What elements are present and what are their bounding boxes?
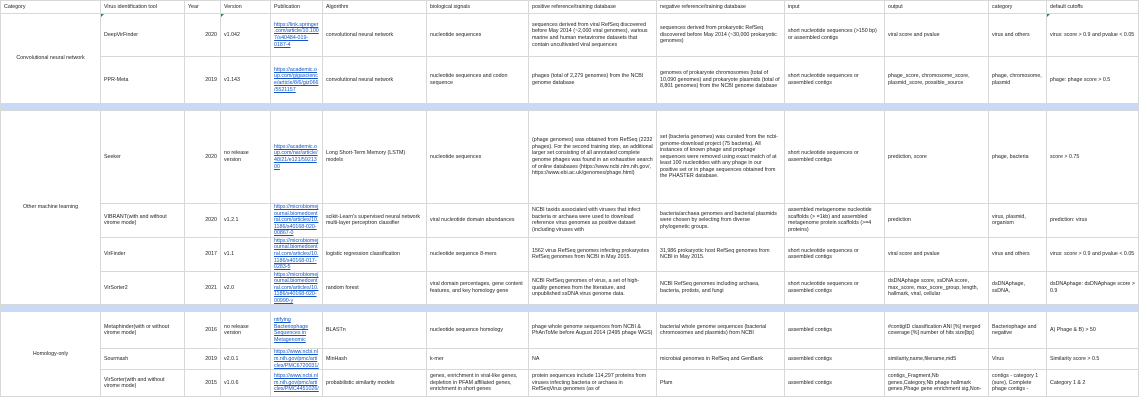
output-cell[interactable]: viral score and pvalue	[885, 237, 989, 271]
output-cell[interactable]: contigs_Fragment,Nb genes,Category,Nb phage hallmark genes,Phage gene enrichment sig,Non-	[885, 370, 989, 397]
group-cell[interactable]: Convolutional neural network	[1, 14, 101, 104]
table-row	[1, 111, 1139, 204]
algorithm-cell[interactable]: probabilistic similarity models	[323, 370, 427, 397]
algorithm-cell[interactable]: Long Short-Term Memory (LSTM) models	[323, 111, 427, 204]
cutoff-cell[interactable]: virus: score > 0.9 and pvalue < 0.05	[1047, 237, 1139, 271]
year-cell[interactable]: 2020	[185, 14, 221, 57]
tool-cell[interactable]: PPR-Meta	[101, 57, 185, 104]
signals-cell[interactable]: viral domain percentages, gene content features, and key homology gene	[427, 271, 529, 305]
input-cell[interactable]: short nucleotide sequences or assembled contigs	[785, 57, 885, 104]
header-cell[interactable]: category	[989, 1, 1047, 14]
tool-cell[interactable]: Sourmash	[101, 349, 185, 370]
tool-cell[interactable]: DeepVirFinder	[101, 14, 185, 57]
negative-db-cell[interactable]: sequences derived from prokaryotic RefSeq discovered before May 2014 (~30,000 prokaryotic genomes)	[657, 14, 785, 57]
year-cell[interactable]: 2021	[185, 271, 221, 305]
version-cell[interactable]: v1.0.6	[221, 370, 271, 397]
positive-db-cell[interactable]: (phage genomes) was obtained from RefSeq (2232 phages). For the second training step, an additional larger set consisting of all annotated complete genome phages was found in an exhaustive search of online databases (https://www.ncbi.nlm.nih.gov/, https://www.ebi.ac.uk/genomes/phage.html)	[529, 111, 657, 204]
cutoff-cell[interactable]: prediction: virus	[1047, 204, 1139, 238]
table-row	[1, 237, 1139, 271]
group-separator	[1, 305, 1139, 312]
category-cell[interactable]: virus, plasmid, organism	[989, 204, 1047, 238]
output-cell[interactable]: viral score and pvalue	[885, 14, 989, 57]
negative-db-cell[interactable]: microbial genomes in RefSeq and GenBank	[657, 349, 785, 370]
table-row	[1, 312, 1139, 349]
header-cell[interactable]: negative reference/training database	[657, 1, 785, 14]
year-cell[interactable]: 2019	[185, 57, 221, 104]
version-cell[interactable]: v1.1	[221, 237, 271, 271]
positive-db-cell[interactable]: 1562 virus RefSeq genomes infecting prokaryotes RefSeq genomes from NCBI in May 2015.	[529, 237, 657, 271]
year-cell[interactable]: 2015	[185, 370, 221, 397]
version-cell[interactable]: v2.0.1	[221, 349, 271, 370]
cutoff-cell[interactable]: Similarity score > 0.5	[1047, 349, 1139, 370]
positive-db-cell[interactable]: NCBI RefSeq genomes of virus, a set of high-quality genomes from the literature, and unpublished ssDNA virus genome data.	[529, 271, 657, 305]
signals-cell[interactable]: nucleotide sequence homology	[427, 312, 529, 349]
publication-cell[interactable]	[271, 111, 323, 204]
algorithm-cell[interactable]: convolutional neural network	[323, 14, 427, 57]
negative-db-cell[interactable]: NCBI RefSeq genomes including archaea, bacteria, protists, and fungi	[657, 271, 785, 305]
header-cell[interactable]: positive reference/training database	[529, 1, 657, 14]
algorithm-cell[interactable]: scikit-Learn's supervised neural network multi-layer perceptron classifier	[323, 204, 427, 238]
negative-db-cell[interactable]: genomes of prokaryote chromosomes (total of 10,090 genomes) and prokaryote plasmids (total of 8,801 genomes) from the NCBI genome database	[657, 57, 785, 104]
algorithm-cell[interactable]: logistic regression classification	[323, 237, 427, 271]
publication-cell[interactable]	[271, 14, 323, 57]
signals-cell[interactable]: nucleotide sequences	[427, 111, 529, 204]
output-cell[interactable]: dsDNAphage score, ssDNA score, max_score, max_score_group, length, hallmark, viral, cellular	[885, 271, 989, 305]
publication-cell[interactable]	[271, 312, 323, 349]
input-cell[interactable]: assembled contigs	[785, 312, 885, 349]
publication-link[interactable]: https://www.ncbi.nlm.nih.gov/pmc/articles/PMC4451026/	[274, 373, 319, 393]
publication-link[interactable]: https://link.springer.com/article/10.1007/s40484-019-0187-4	[274, 21, 319, 48]
signals-cell[interactable]: nucleotide sequences and codon sequence	[427, 57, 529, 104]
positive-db-cell[interactable]: sequences derived from viral RefSeq discovered before May 2014 (~2,000 viral genomes), various marine and human metavirome datasets that contain uncultivated viral sequences	[529, 14, 657, 57]
input-cell[interactable]: short nucleotide sequences or assembled contigs	[785, 111, 885, 204]
header-cell[interactable]: input	[785, 1, 885, 14]
year-cell[interactable]: 2017	[185, 237, 221, 271]
category-cell[interactable]: phage, chromosome, plasmid	[989, 57, 1047, 104]
category-cell[interactable]: virus and others	[989, 14, 1047, 57]
version-cell[interactable]: no release version	[221, 111, 271, 204]
version-cell[interactable]: v1.2.1	[221, 204, 271, 238]
separator-cell	[1, 104, 1139, 111]
publication-cell[interactable]	[271, 237, 323, 271]
version-cell[interactable]: v1.042	[221, 14, 271, 57]
category-cell[interactable]: contigs - category 1 (sure), Complete phage contigs -	[989, 370, 1047, 397]
positive-db-cell[interactable]: phages (total of 2,279 genomes) from the NCBI genome database	[529, 57, 657, 104]
version-cell[interactable]: no release version	[221, 312, 271, 349]
input-cell[interactable]: short nucleotide sequences or assembled contigs	[785, 237, 885, 271]
input-cell[interactable]: assembled contigs	[785, 349, 885, 370]
year-cell[interactable]: 2020	[185, 111, 221, 204]
algorithm-cell[interactable]: random forest	[323, 271, 427, 305]
input-cell[interactable]: assembled contigs	[785, 370, 885, 397]
cutoff-cell[interactable]: A) Phage & B) > 50	[1047, 312, 1139, 349]
publication-cell[interactable]	[271, 271, 323, 305]
cutoff-cell[interactable]: virus: score > 0.9 and pvalue < 0.05	[1047, 14, 1139, 57]
positive-db-cell[interactable]: NCBI taxids associated with viruses that infect bacteria or archaea were used to download reference virus genomes as positive dataset (including viruses with	[529, 204, 657, 238]
positive-db-cell[interactable]: phage whole genome sequences from NCBI & PhAnToMe before August 2014 (2495 phage WGS)	[529, 312, 657, 349]
algorithm-cell[interactable]: MinHash	[323, 349, 427, 370]
positive-db-cell[interactable]: NA	[529, 349, 657, 370]
table-row	[1, 57, 1139, 104]
tool-cell[interactable]: VirSorter(with and without virome mode)	[101, 370, 185, 397]
year-cell[interactable]: 2016	[185, 312, 221, 349]
tool-cell[interactable]: VIBRANT(with and without virome mode)	[101, 204, 185, 238]
header-cell[interactable]: Publication	[271, 1, 323, 14]
separator-cell	[1, 305, 1139, 312]
table-row	[1, 271, 1139, 305]
output-cell[interactable]: prediction	[885, 204, 989, 238]
publication-link[interactable]: https://microbiomejournal.biomedcentral.com/articles/10.1186/s40168-020-00867-0	[274, 204, 319, 237]
signals-cell[interactable]: nucleotide sequences	[427, 14, 529, 57]
header-cell[interactable]: Category	[1, 1, 101, 14]
group-separator	[1, 104, 1139, 111]
header-cell[interactable]: output	[885, 1, 989, 14]
publication-cell[interactable]	[271, 370, 323, 397]
publication-link[interactable]: https://www.ncbi.nlm.nih.gov/pmc/articles/PMC6720031/	[274, 349, 319, 369]
publication-link[interactable]: https://microbiomejournal.biomedcentral.com/articles/10.1186/s40168-017-0283-5	[274, 237, 319, 271]
tool-cell[interactable]: Seeker	[101, 111, 185, 204]
year-cell[interactable]: 2019	[185, 349, 221, 370]
signals-cell[interactable]: nucleotide sequence 8-mers	[427, 237, 529, 271]
category-cell[interactable]: Virus	[989, 349, 1047, 370]
signals-cell[interactable]: genes, enrichment in viral-like genes, depletion in PFAM affiliated genes, enrichment in short genes	[427, 370, 529, 397]
header-row	[1, 1, 1139, 14]
publication-link[interactable]: ntifying Bacteriophage Sequences in Metagenomic	[274, 317, 309, 343]
output-cell[interactable]: similarity,name,filename,md5	[885, 349, 989, 370]
group-cell[interactable]: Homology-only	[1, 312, 101, 397]
negative-db-cell[interactable]: 31,986 prokaryotic host RefSeq genomes from NCBI in May 2015.	[657, 237, 785, 271]
header-cell[interactable]: Algorithm	[323, 1, 427, 14]
negative-db-cell[interactable]: bacterial whole genome sequences (bacterial chromosomes and plasmids) from NCBI	[657, 312, 785, 349]
category-cell[interactable]: virus and others	[989, 237, 1047, 271]
tool-cell[interactable]: Metaphinder(with or without virome mode)	[101, 312, 185, 349]
cutoff-cell[interactable]: phage: phage score > 0.5	[1047, 57, 1139, 104]
input-cell[interactable]: short nucleotide sequences or assembled contigs	[785, 271, 885, 305]
category-cell[interactable]: dsDNAphage, ssDNA,	[989, 271, 1047, 305]
signals-cell[interactable]: viral nucleotide domain abundances	[427, 204, 529, 238]
publication-link[interactable]: https://academic.oup.com/gigascience/article/8/6/giz066/5521157	[274, 66, 319, 93]
header-cell[interactable]: Virus identification tool	[101, 1, 185, 14]
publication-cell[interactable]	[271, 204, 323, 238]
version-cell[interactable]: v1.143	[221, 57, 271, 104]
table-row	[1, 370, 1139, 397]
input-cell[interactable]: assembled metagenome nucleotide scaffolds (> =1kb) and assembled metagenome protein scaffolds (>=4 proteins)	[785, 204, 885, 238]
negative-db-cell[interactable]: set (bacteria genomes) was curated from the ncbi-genome-download project (75 bacteria). All instances of known phage and prophage sequences were removed using exact match of at least 100 nucleotides with any phage in our positive set or in phage sequences obtained from the PHASTER database.	[657, 111, 785, 204]
version-cell[interactable]: v2.0	[221, 271, 271, 305]
algorithm-cell[interactable]: convolutional neural network	[323, 57, 427, 104]
output-cell[interactable]: prediction, score	[885, 111, 989, 204]
negative-db-cell[interactable]: Pfam	[657, 370, 785, 397]
signals-cell[interactable]: k-mer	[427, 349, 529, 370]
category-cell[interactable]: phage, bacteria	[989, 111, 1047, 204]
category-cell[interactable]: Bacteriophage and negative	[989, 312, 1047, 349]
tool-cell[interactable]: VirSorter2	[101, 271, 185, 305]
input-cell[interactable]: short nucleotide sequences (>150 bp) or assembled contigs	[785, 14, 885, 57]
publication-link[interactable]: https://academic.oup.com/nar/article/48/21/e121/5921300	[274, 143, 318, 170]
publication-link[interactable]: https://microbiomejournal.biomedcentral.com/articles/10.1186/s40168-020-00990-y	[274, 271, 319, 304]
header-cell[interactable]: Year	[185, 1, 221, 14]
year-cell[interactable]: 2020	[185, 204, 221, 238]
output-cell[interactable]: #contigID classification ANI [%] merged coverage [%] number of hits size[bp]	[885, 312, 989, 349]
header-cell[interactable]: Version	[221, 1, 271, 14]
header-cell[interactable]: default cutoffs	[1047, 1, 1139, 14]
positive-db-cell[interactable]: protein sequences include 114,297 proteins from viruses infecting bacteria or archaea in RefSeqVirus genomes (as of	[529, 370, 657, 397]
negative-db-cell[interactable]: bacteria/archaea genomes and bacterial plasmids were chosen by selecting from diverse phylogenetic groups.	[657, 204, 785, 238]
cutoff-cell[interactable]: score > 0.75	[1047, 111, 1139, 204]
table-row	[1, 14, 1139, 57]
algorithm-cell[interactable]: BLASTn	[323, 312, 427, 349]
publication-cell[interactable]	[271, 57, 323, 104]
table-row	[1, 204, 1139, 238]
tool-cell[interactable]: VirFinder	[101, 237, 185, 271]
output-cell[interactable]: phage_score, chromosome_score, plasmid_score, possible_source	[885, 57, 989, 104]
group-cell[interactable]: Other machine learning	[1, 111, 101, 305]
table-row	[1, 349, 1139, 370]
publication-cell[interactable]	[271, 349, 323, 370]
cutoff-cell[interactable]: dsDNAphage: dsDNAphage score > 0.9	[1047, 271, 1139, 305]
cutoff-cell[interactable]: Category 1 & 2	[1047, 370, 1139, 397]
header-cell[interactable]: biological signals	[427, 1, 529, 14]
